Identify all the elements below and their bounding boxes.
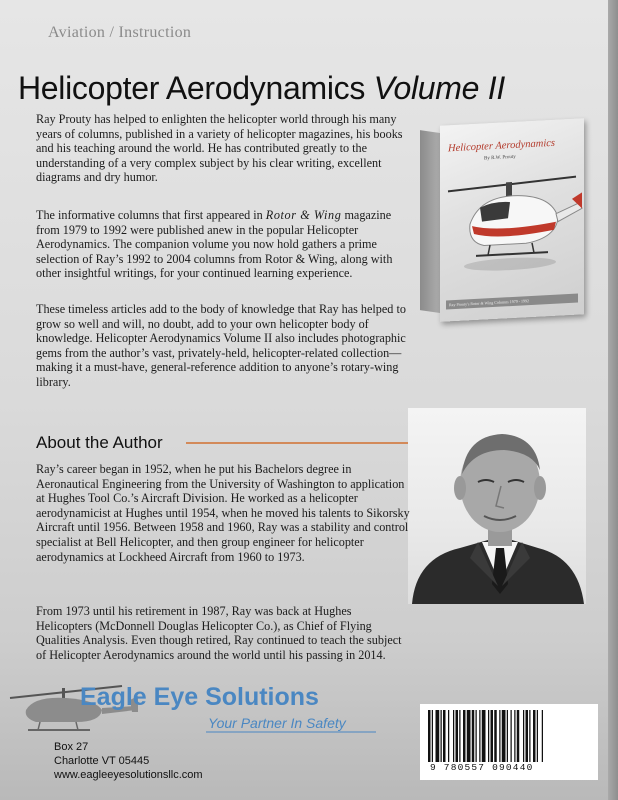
book-image-author: By R.W. Prouty xyxy=(484,154,516,162)
title-main: Helicopter Aerodynamics xyxy=(18,70,374,106)
author-portrait xyxy=(408,408,586,604)
title-volume: Volume II xyxy=(373,70,505,106)
description-paragraph-1: Ray Prouty has helped to enlighten the helicopter world through his many years of columns, published in a variety of helicopter magazines, his books and his teaching around the world. He has contributed greatly to the understanding of a very complex subject by his clear writing, excellent diagrams and dry humor. xyxy=(36,112,403,185)
book-image-title: Helicopter Aerodynamics xyxy=(448,137,556,155)
book-title xyxy=(18,70,505,107)
address-line-2: Charlotte VT 05445 xyxy=(54,755,150,767)
book-cover-image xyxy=(412,118,588,330)
address-line-1: Box 27 xyxy=(54,741,89,753)
category-label: Aviation / Instruction xyxy=(48,24,192,41)
about-paragraph-1: Ray’s career began in 1952, when he put his Bachelors degree in Aeronautical Engineering from the University of Washington to application at Hughes Tool Co.’s Aircraft Division. He worked as a helicopter aerodynamicist at Hughes until 1954, when he moved his talents to Sikorsky Aircraft until 1956. Between 1958 and 1960, Ray was a stability and control specialist at Bell Helicopter, and then group engineer for helicopter aerodynamics at Lockheed Aircraft from 1960 to 1973. xyxy=(36,462,410,564)
helicopter-illustration xyxy=(440,158,584,316)
book-image-footer: Ray Prouty's Rotor & Wing Columns 1979 - 1992 xyxy=(446,294,578,310)
about-paragraph-2: From 1973 until his retirement in 1987, Ray was back at Hughes Helicopters (McDonnell Douglas Helicopter Co.), as Chief of Flying Qualities Analysis. Even though retired, Ray continued to teach the subject of Helicopter Aerodynamics around the world until his passing in 2014. xyxy=(36,604,402,662)
isbn-number: 9 780557 090440 xyxy=(430,762,534,773)
publisher-name: Eagle Eye Solutions xyxy=(80,683,319,711)
publisher-website: www.eagleeyesolutionsllc.com xyxy=(54,769,203,781)
publisher-tagline: Your Partner In Safety xyxy=(208,715,346,731)
magazine-name: Rotor & Wing xyxy=(265,208,342,222)
cover-edge xyxy=(608,0,618,800)
description-paragraph-3: These timeless articles add to the body of knowledge that Ray has helped to grow so well and will, no doubt, add to your own helicopter body of knowledge. Helicopter Aerodynamics Volume II also includes photographic gems from the author’s vast, privately-held, helicopter-related collection—making it a must-have, general-reference addition to anyone’s rotary-wing library. xyxy=(36,302,406,389)
p2-after: magazine from 1979 to 1992 were published anew in the popular Helicopter Aerodynamics. The companion volume you now hold gathers a prime selection of Ray’s 1992 to 2004 columns from Rotor & Wing, along with other insightful writings, for your continued learning experience. xyxy=(36,208,393,281)
p2-before: The informative columns that first appeared in xyxy=(36,208,266,222)
description-paragraph-2 xyxy=(36,208,410,281)
about-heading: About the Author xyxy=(36,433,163,452)
barcode xyxy=(420,704,598,780)
author-photo xyxy=(408,408,586,604)
barcode-bars xyxy=(426,710,592,762)
book-front xyxy=(440,118,584,322)
heading-rule xyxy=(186,442,408,444)
